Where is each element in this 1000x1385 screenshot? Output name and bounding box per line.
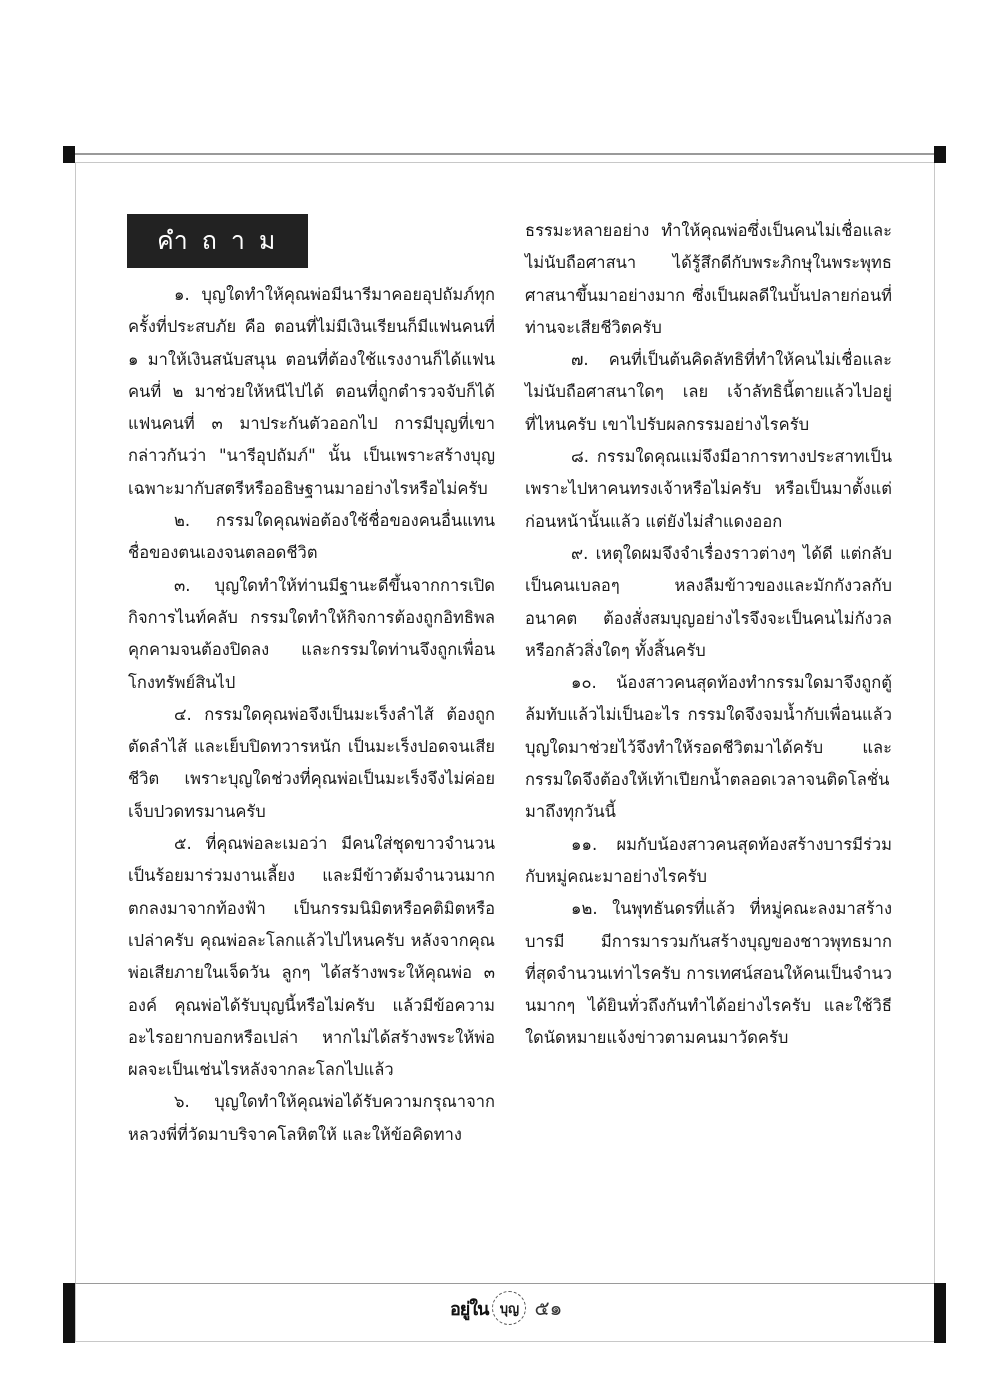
- corner-mark-top-right: [934, 146, 946, 163]
- left-column: [128, 279, 495, 1151]
- paragraph: ๙. เหตุใดผมจึงจำเรื่องราวต่างๆ ได้ดี แต่กลับเป็นคนเบลอๆ หลงลืมข้าวของและมักกังวลกับอนาคต ต้องสั่งสมบุญอย่างไรจึงจะเป็นคนไม่กังวลหรือกลัวสิ่งใดๆ ทั้งสิ้นครับ: [525, 543, 892, 660]
- paragraph: ๔. กรรมใดคุณพ่อจึงเป็นมะเร็งลำไส้ ต้องถูกตัดลำไส้ และเย็บปิดทวารหนัก เป็นมะเร็งปอดจนเสียชีวิต เพราะบุญใดช่วงที่คุณพ่อเป็นมะเร็งจึงไม่ค่อยเจ็บปวดทรมานครับ: [128, 704, 495, 821]
- magazine-logo-circle-text: บุญ: [499, 1301, 520, 1317]
- paragraph: ๑. บุญใดทำให้คุณพ่อมีนารีมาคอยอุปถัมภ์ทุกครั้งที่ประสบภัย คือ ตอนที่ไม่มีเงินเรียนก็มีแฟนคนที่ ๑ มาให้เงินสนับสนุน ตอนที่ต้องใช้แรงงานก็ได้แฟนคนที่ ๒ มาช่วยให้หนีไปได้ ตอนที่ถูกตำรวจจับก็ได้แฟนคนที่ ๓ มาประกันตัวออกไป การมีบุญที่เขากล่าวกันว่า "นารีอุปถัมภ์" นั้น เป็นเพราะสร้างบุญเฉพาะมากับสตรีหรืออธิษฐานมาอย่างไรหรือไม่ครับ: [128, 285, 495, 498]
- paragraph: ๒. กรรมใดคุณพ่อต้องใช้ชื่อของคนอื่นแทนชื่อของตนเองจนตลอดชีวิต: [128, 511, 495, 563]
- page-footer: [450, 1291, 562, 1325]
- corner-mark-bottom-left: [63, 1283, 75, 1343]
- corner-mark-top-left: [63, 146, 75, 163]
- paragraph: ๑๒. ในพุทธันดรที่แล้ว ที่หมู่คณะลงมาสร้างบารมี มีการมารวมกันสร้างบุญของชาวพุทธมากที่สุดจำนวนเท่าไรครับ การเทศน์สอนให้คนเป็นจำนวนมากๆ ได้ยินทั่วถึงกันทำได้อย่างไรครับ และใช้วิธีใดนัดหมายแจ้งข่าวตามคนมาวัดครับ: [525, 899, 892, 1048]
- paragraph: ๑๑. ผมกับน้องสาวคนสุดท้องสร้างบารมีร่วมกับหมู่คณะมาอย่างไรครับ: [525, 834, 892, 886]
- paragraph: ๓. บุญใดทำให้ท่านมีฐานะดีขึ้นจากการเปิดกิจการไนท์คลับ กรรมใดทำให้กิจการต้องถูกอิทธิพลคุกคามจนต้องปิดลง และกรรมใดท่านจึงถูกเพื่อนโกงทรัพย์สินไป: [128, 575, 495, 692]
- paragraph: ๑๐. น้องสาวคนสุดท้องทำกรรมใดมาจึงถูกตู้ล้มทับแล้วไม่เป็นอะไร กรรมใดจึงจมน้ำกับเพื่อนแล้วบุญใดมาช่วยไว้จึงทำให้รอดชีวิตมาได้ครับ และกรรมใดจึงต้องให้เท้าเปียกน้ำตลอดเวลาจนติดโลชั่นมาถึงทุกวันนี้: [525, 673, 892, 822]
- frame-bottom-line-inner: [75, 1341, 935, 1342]
- frame-top-line: [63, 153, 946, 155]
- paragraph: ๘. กรรมใดคุณแม่จึงมีอาการทางประสาทเป็นเพราะไปหาคนทรงเจ้าหรือไม่ครับ หรือเป็นมาตั้งแต่ก่อนหน้านั้นแล้ว แต่ยังไม่สำแดงออก: [525, 447, 892, 531]
- paragraph: ธรรมะหลายอย่าง ทำให้คุณพ่อซึ่งเป็นคนไม่เชื่อและไม่นับถือศาสนา ได้รู้สึกดีกับพระภิกษุในพระพุทธศาสนาขึ้นมาอย่างมาก ซึ่งเป็นผลดีในบั้นปลายก่อนที่ท่านจะเสียชีวิตครับ: [525, 221, 892, 337]
- right-column: [525, 215, 892, 1055]
- magazine-logo-text: อยู่ใน: [450, 1298, 489, 1320]
- page-number: ๕๑: [534, 1296, 563, 1320]
- frame-bottom-line: [63, 1283, 946, 1284]
- paragraph: ๖. บุญใดทำให้คุณพ่อได้รับความกรุณาจากหลวงพี่ที่วัดมาบริจาคโลหิตให้ และให้ข้อคิดทาง: [128, 1092, 495, 1144]
- frame-top-line-inner: [75, 162, 935, 163]
- paragraph: ๕. ที่คุณพ่อละเมอว่า มีคนใส่ชุดขาวจำนวนเป็นร้อยมาร่วมงานเลี้ยง และมีข้าวต้มจำนวนมากตกลงมาจากท้องฟ้า เป็นกรรมนิมิตหรือคติมิตหรือเปล่าครับ คุณพ่อละโลกแล้วไปไหนครับ หลังจากคุณพ่อเสียภายในเจ็ดวัน ลูกๆ ได้สร้างพระให้คุณพ่อ ๓ องค์ คุณพ่อได้รับบุญนี้หรือไม่ครับ แล้วมีข้อความอะไรอยากบอกหรือเปล่า หากไม่ได้สร้างพระให้พ่อผลจะเป็นเช่นไรหลังจากละโลกไปแล้ว: [128, 834, 495, 1080]
- frame-left-line: [75, 162, 76, 1342]
- frame-right-line: [934, 162, 935, 1342]
- paragraph: ๗. คนที่เป็นต้นคิดลัทธิที่ทำให้คนไม่เชื่อและไม่นับถือศาสนาใดๆ เลย เจ้าลัทธินี้ตายแล้วไปอยู่ที่ไหนครับ เขาไปรับผลกรรมอย่างไรครับ: [525, 350, 892, 434]
- corner-mark-bottom-right: [934, 1283, 946, 1343]
- section-header: คำถาม: [127, 214, 308, 268]
- magazine-logo-circle: [492, 1291, 526, 1325]
